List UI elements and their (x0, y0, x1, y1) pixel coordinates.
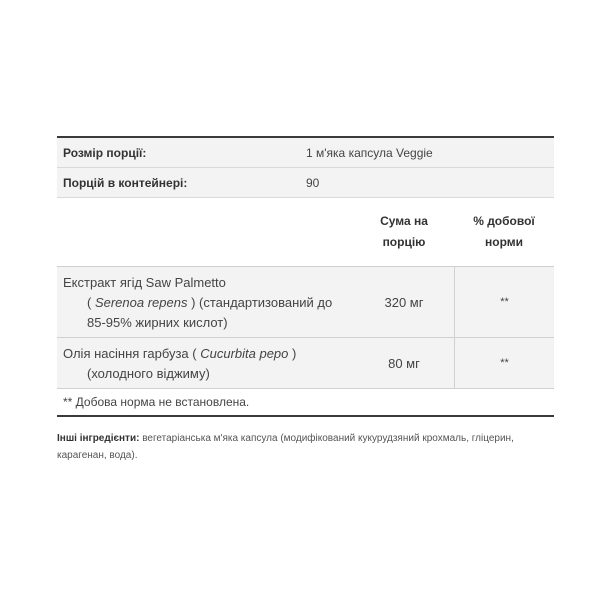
name-suffix: ) (288, 346, 297, 361)
ingredient-name-line2: (холодного віджиму) (87, 366, 210, 381)
ingredient-row (57, 338, 554, 389)
serving-size-row (57, 138, 554, 168)
other-ingredients (57, 430, 557, 464)
header-amount-line1: Сума на (380, 214, 428, 228)
header-dv-line1: % добової (473, 214, 535, 228)
serving-size-label: Розмір порції: (63, 145, 147, 160)
ingredient-name (57, 267, 354, 337)
other-ingredients-text: вегетаріанська м'яка капсула (модифікований кукурудзяний крохмаль, гліцерин, карагенан, вода). (57, 433, 514, 461)
ingredient-row (57, 267, 554, 338)
header-amount (354, 198, 454, 266)
ingredient-daily-value: ** (454, 267, 554, 337)
servings-per-container-row (57, 168, 554, 198)
supplement-facts-panel (57, 136, 554, 417)
serving-size-value: 1 м'яка капсула Veggie (306, 145, 433, 160)
latin-prefix: ( (87, 295, 95, 310)
latin-suffix: ) (стандартизований до (187, 295, 333, 310)
name-prefix: Олія насіння гарбуза ( (63, 346, 201, 361)
ingredient-name-line1: Екстракт ягід Saw Palmetto (63, 275, 226, 290)
other-ingredients-label: Інші інгредієнти: (57, 433, 140, 444)
servings-per-container-value: 90 (306, 175, 320, 190)
latin-name: Cucurbita pepo (200, 346, 289, 361)
header-name-col (57, 198, 354, 266)
table-header (57, 198, 554, 267)
header-daily-value (454, 198, 554, 266)
ingredient-amount: 320 мг (384, 294, 424, 310)
footnote: ** Добова норма не встановлена. (63, 395, 250, 409)
ingredient-name (57, 338, 354, 388)
header-dv-line2: норми (484, 235, 523, 249)
ingredient-amount: 80 мг (388, 355, 420, 371)
servings-per-container-label: Порцій в контейнері: (63, 175, 188, 190)
latin-name: Serenoa repens (94, 295, 188, 310)
ingredient-daily-value: ** (454, 338, 554, 388)
bottom-rule (57, 415, 554, 417)
header-amount-line2: порцію (382, 235, 426, 249)
ingredient-name-line2 (63, 293, 348, 313)
ingredient-name-line3: 85-95% жирних кислот) (87, 315, 228, 330)
ingredient-name-line1 (63, 344, 348, 364)
